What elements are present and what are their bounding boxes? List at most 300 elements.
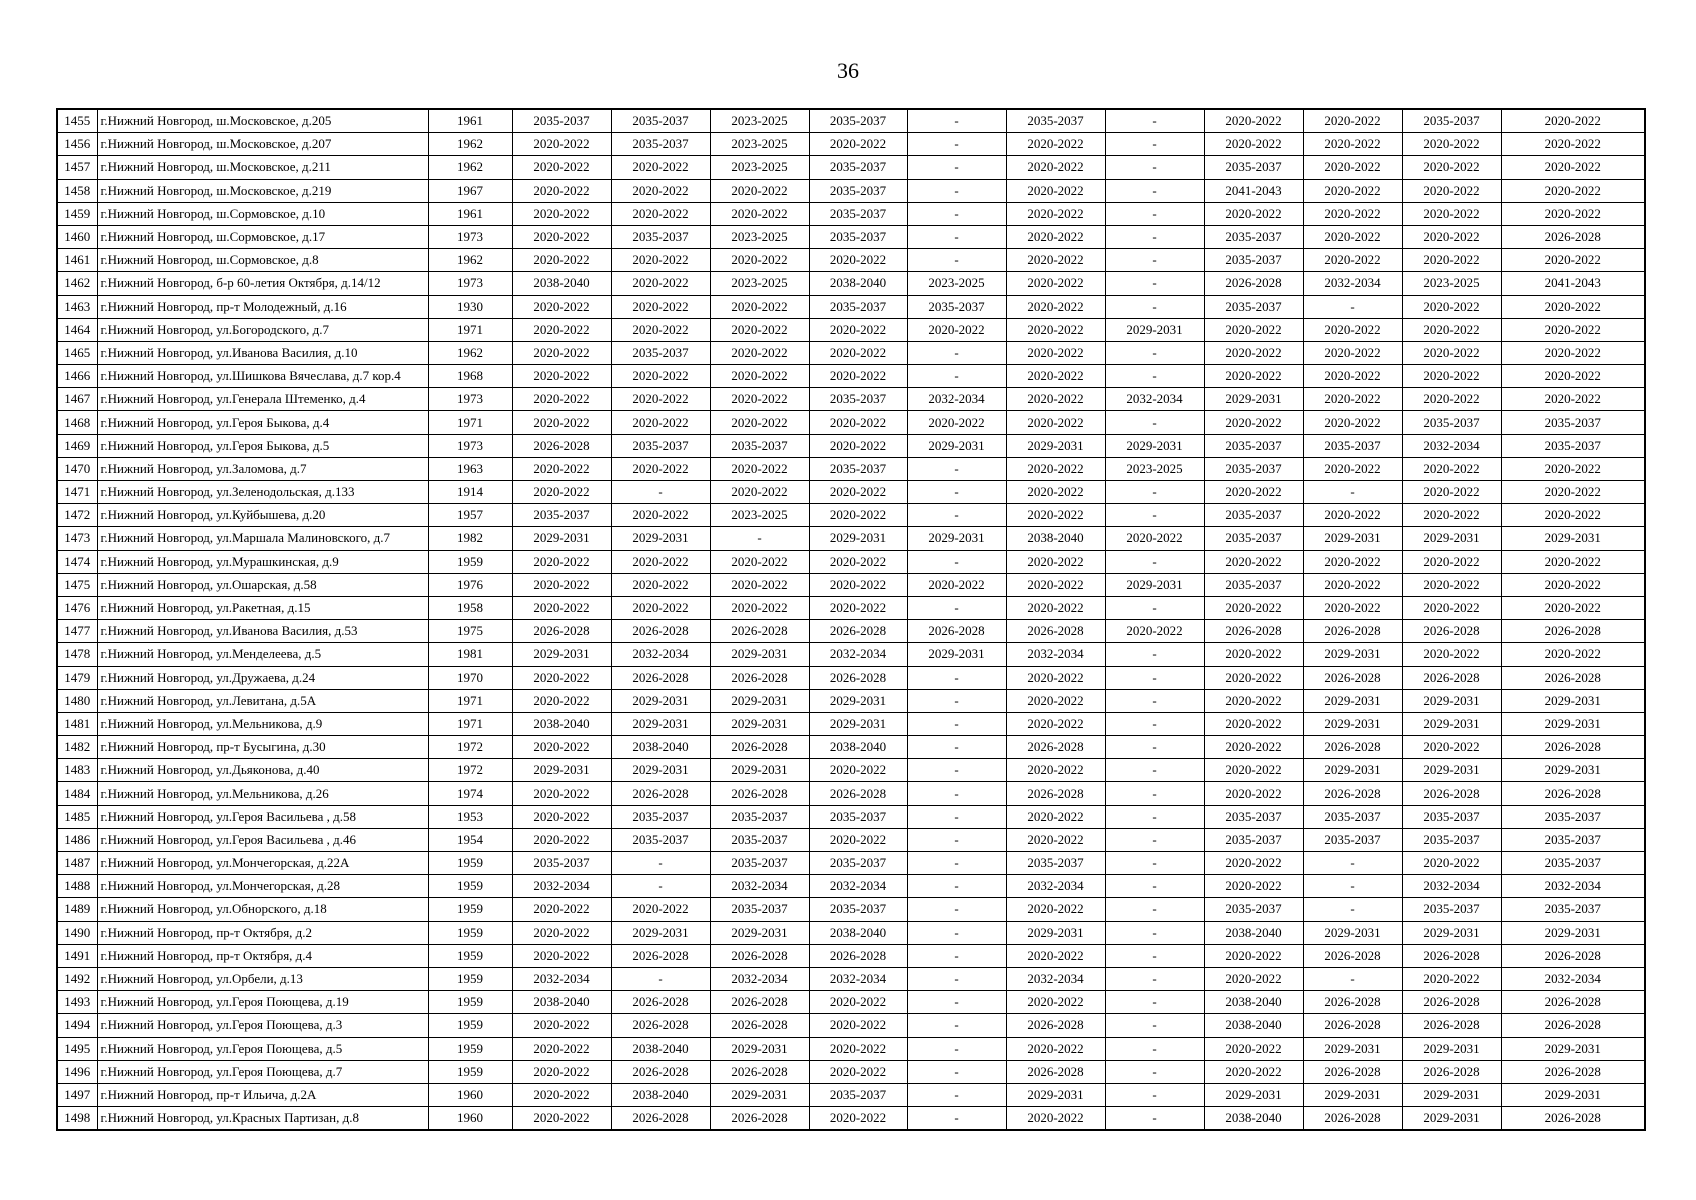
repair-period-3-cell: 2023-2025	[710, 133, 809, 156]
repair-period-11-cell: 2020-2022	[1501, 202, 1645, 225]
table-row	[57, 504, 1645, 527]
address-cell: г.Нижний Новгород, ул.Мурашкинская, д.9	[97, 550, 428, 573]
repair-period-9-cell: 2026-2028	[1303, 991, 1402, 1014]
repair-period-1-cell: 2020-2022	[512, 1083, 611, 1106]
repair-period-9-cell: 2029-2031	[1303, 1037, 1402, 1060]
repair-period-6-cell: 2020-2022	[1006, 666, 1105, 689]
repair-period-9-cell: -	[1303, 967, 1402, 990]
repair-period-10-cell: 2020-2022	[1402, 481, 1501, 504]
repair-period-7-cell: 2020-2022	[1105, 620, 1204, 643]
repair-period-9-cell: 2035-2037	[1303, 434, 1402, 457]
row-number-cell: 1493	[57, 991, 97, 1014]
table-row	[57, 411, 1645, 434]
repair-period-8-cell: 2035-2037	[1204, 504, 1303, 527]
repair-period-2-cell: 2035-2037	[611, 805, 710, 828]
row-number-cell: 1460	[57, 225, 97, 248]
address-cell: г.Нижний Новгород, ул.Героя Поющева, д.5	[97, 1037, 428, 1060]
repair-period-9-cell: 2026-2028	[1303, 620, 1402, 643]
address-cell: г.Нижний Новгород, пр-т Ильича, д.2А	[97, 1083, 428, 1106]
repair-period-6-cell: 2020-2022	[1006, 805, 1105, 828]
repair-period-2-cell: 2020-2022	[611, 365, 710, 388]
repair-period-5-cell: 2035-2037	[907, 295, 1006, 318]
repair-period-9-cell: 2020-2022	[1303, 573, 1402, 596]
repair-period-6-cell: 2032-2034	[1006, 643, 1105, 666]
build-year-cell: 1982	[428, 527, 512, 550]
repair-period-7-cell: -	[1105, 712, 1204, 735]
repair-period-8-cell: 2020-2022	[1204, 1060, 1303, 1083]
repair-period-1-cell: 2020-2022	[512, 782, 611, 805]
row-number-cell: 1497	[57, 1083, 97, 1106]
address-cell: г.Нижний Новгород, ул.Менделеева, д.5	[97, 643, 428, 666]
repair-period-2-cell: 2032-2034	[611, 643, 710, 666]
repair-period-11-cell: 2029-2031	[1501, 527, 1645, 550]
row-number-cell: 1491	[57, 944, 97, 967]
repair-period-4-cell: 2020-2022	[809, 1014, 907, 1037]
repair-period-6-cell: 2020-2022	[1006, 828, 1105, 851]
repair-period-11-cell: 2035-2037	[1501, 805, 1645, 828]
repair-period-11-cell: 2026-2028	[1501, 225, 1645, 248]
address-cell: г.Нижний Новгород, ул.Богородского, д.7	[97, 318, 428, 341]
repair-period-8-cell: 2035-2037	[1204, 527, 1303, 550]
repair-period-5-cell: -	[907, 202, 1006, 225]
repair-period-11-cell: 2035-2037	[1501, 828, 1645, 851]
address-cell: г.Нижний Новгород, ул.Мельникова, д.26	[97, 782, 428, 805]
repair-period-11-cell: 2020-2022	[1501, 133, 1645, 156]
build-year-cell: 1959	[428, 852, 512, 875]
repair-period-1-cell: 2020-2022	[512, 1060, 611, 1083]
repair-period-9-cell: 2035-2037	[1303, 805, 1402, 828]
repair-period-7-cell: -	[1105, 666, 1204, 689]
table-row	[57, 365, 1645, 388]
repair-period-8-cell: 2038-2040	[1204, 921, 1303, 944]
repair-period-8-cell: 2020-2022	[1204, 782, 1303, 805]
repair-period-3-cell: 2023-2025	[710, 109, 809, 133]
repair-period-4-cell: 2020-2022	[809, 1060, 907, 1083]
table-row	[57, 550, 1645, 573]
repair-period-1-cell: 2038-2040	[512, 712, 611, 735]
repair-period-3-cell: 2020-2022	[710, 573, 809, 596]
repair-period-10-cell: 2020-2022	[1402, 504, 1501, 527]
repair-period-11-cell: 2035-2037	[1501, 411, 1645, 434]
repair-period-10-cell: 2029-2031	[1402, 527, 1501, 550]
table-row	[57, 596, 1645, 619]
repair-period-1-cell: 2038-2040	[512, 272, 611, 295]
repair-period-10-cell: 2032-2034	[1402, 434, 1501, 457]
repair-period-7-cell: -	[1105, 921, 1204, 944]
build-year-cell: 1959	[428, 875, 512, 898]
repair-period-4-cell: 2032-2034	[809, 643, 907, 666]
repair-period-9-cell: 2020-2022	[1303, 202, 1402, 225]
repair-period-9-cell: 2035-2037	[1303, 828, 1402, 851]
repair-period-11-cell: 2026-2028	[1501, 1107, 1645, 1131]
repair-period-2-cell: 2020-2022	[611, 573, 710, 596]
repair-period-5-cell: -	[907, 1014, 1006, 1037]
repair-period-4-cell: 2035-2037	[809, 1083, 907, 1106]
repair-period-7-cell: -	[1105, 689, 1204, 712]
repair-period-2-cell: 2020-2022	[611, 504, 710, 527]
repair-period-9-cell: 2020-2022	[1303, 411, 1402, 434]
repair-period-10-cell: 2026-2028	[1402, 666, 1501, 689]
repair-period-8-cell: 2038-2040	[1204, 1107, 1303, 1131]
repair-period-4-cell: 2035-2037	[809, 156, 907, 179]
repair-period-1-cell: 2020-2022	[512, 225, 611, 248]
repair-period-11-cell: 2020-2022	[1501, 550, 1645, 573]
address-cell: г.Нижний Новгород, ул.Левитана, д.5А	[97, 689, 428, 712]
repair-period-8-cell: 2035-2037	[1204, 434, 1303, 457]
repair-period-9-cell: 2020-2022	[1303, 504, 1402, 527]
row-number-cell: 1457	[57, 156, 97, 179]
repair-period-5-cell: 2026-2028	[907, 620, 1006, 643]
repair-period-5-cell: -	[907, 921, 1006, 944]
repair-period-11-cell: 2020-2022	[1501, 573, 1645, 596]
repair-period-10-cell: 2020-2022	[1402, 341, 1501, 364]
build-year-cell: 1914	[428, 481, 512, 504]
repair-period-8-cell: 2035-2037	[1204, 295, 1303, 318]
repair-period-11-cell: 2026-2028	[1501, 991, 1645, 1014]
repair-period-4-cell: 2026-2028	[809, 620, 907, 643]
repair-period-4-cell: 2035-2037	[809, 295, 907, 318]
row-number-cell: 1470	[57, 457, 97, 480]
repair-period-9-cell: 2026-2028	[1303, 736, 1402, 759]
repair-period-3-cell: 2020-2022	[710, 596, 809, 619]
repair-period-3-cell: 2029-2031	[710, 1037, 809, 1060]
repair-period-5-cell: -	[907, 550, 1006, 573]
repair-period-1-cell: 2029-2031	[512, 527, 611, 550]
repair-period-5-cell: 2029-2031	[907, 643, 1006, 666]
build-year-cell: 1953	[428, 805, 512, 828]
repair-period-1-cell: 2020-2022	[512, 1107, 611, 1131]
repair-period-6-cell: 2020-2022	[1006, 318, 1105, 341]
row-number-cell: 1496	[57, 1060, 97, 1083]
repair-period-10-cell: 2020-2022	[1402, 967, 1501, 990]
repair-period-7-cell: -	[1105, 481, 1204, 504]
repair-period-11-cell: 2020-2022	[1501, 156, 1645, 179]
repair-period-4-cell: 2020-2022	[809, 1107, 907, 1131]
repair-period-9-cell: 2020-2022	[1303, 550, 1402, 573]
repair-period-2-cell: 2029-2031	[611, 712, 710, 735]
repair-period-2-cell: 2020-2022	[611, 318, 710, 341]
build-year-cell: 1962	[428, 156, 512, 179]
repair-period-7-cell: -	[1105, 341, 1204, 364]
repair-period-4-cell: 2020-2022	[809, 249, 907, 272]
repair-period-7-cell: -	[1105, 365, 1204, 388]
build-year-cell: 1959	[428, 1014, 512, 1037]
repair-period-6-cell: 2026-2028	[1006, 620, 1105, 643]
table-row	[57, 666, 1645, 689]
repair-period-6-cell: 2026-2028	[1006, 1060, 1105, 1083]
repair-period-1-cell: 2020-2022	[512, 805, 611, 828]
repair-period-1-cell: 2038-2040	[512, 991, 611, 1014]
repair-period-4-cell: 2035-2037	[809, 898, 907, 921]
build-year-cell: 1960	[428, 1107, 512, 1131]
address-cell: г.Нижний Новгород, ул.Ракетная, д.15	[97, 596, 428, 619]
repair-period-8-cell: 2020-2022	[1204, 643, 1303, 666]
repair-period-5-cell: -	[907, 991, 1006, 1014]
build-year-cell: 1972	[428, 759, 512, 782]
repair-period-1-cell: 2020-2022	[512, 318, 611, 341]
repair-period-7-cell: 2020-2022	[1105, 527, 1204, 550]
repair-period-7-cell: 2029-2031	[1105, 573, 1204, 596]
repair-period-4-cell: 2020-2022	[809, 596, 907, 619]
table-row	[57, 852, 1645, 875]
row-number-cell: 1455	[57, 109, 97, 133]
repair-period-7-cell: -	[1105, 875, 1204, 898]
repair-period-5-cell: -	[907, 249, 1006, 272]
repair-period-10-cell: 2020-2022	[1402, 596, 1501, 619]
table-row	[57, 620, 1645, 643]
repair-period-10-cell: 2029-2031	[1402, 1083, 1501, 1106]
repair-period-5-cell: -	[907, 225, 1006, 248]
build-year-cell: 1958	[428, 596, 512, 619]
repair-period-3-cell: 2029-2031	[710, 759, 809, 782]
repair-period-9-cell: 2020-2022	[1303, 388, 1402, 411]
address-cell: г.Нижний Новгород, ул.Дьяконова, д.40	[97, 759, 428, 782]
repair-period-7-cell: -	[1105, 643, 1204, 666]
row-number-cell: 1456	[57, 133, 97, 156]
repair-period-5-cell: 2020-2022	[907, 573, 1006, 596]
repair-period-4-cell: 2035-2037	[809, 388, 907, 411]
repair-period-11-cell: 2041-2043	[1501, 272, 1645, 295]
repair-period-2-cell: 2020-2022	[611, 295, 710, 318]
repair-period-5-cell: 2032-2034	[907, 388, 1006, 411]
repair-period-6-cell: 2020-2022	[1006, 202, 1105, 225]
repair-period-11-cell: 2020-2022	[1501, 295, 1645, 318]
row-number-cell: 1469	[57, 434, 97, 457]
build-year-cell: 1954	[428, 828, 512, 851]
repair-period-2-cell: 2026-2028	[611, 620, 710, 643]
repair-period-5-cell: -	[907, 712, 1006, 735]
repair-period-4-cell: 2020-2022	[809, 341, 907, 364]
repair-period-8-cell: 2020-2022	[1204, 596, 1303, 619]
repair-period-1-cell: 2020-2022	[512, 481, 611, 504]
repair-period-5-cell: -	[907, 109, 1006, 133]
row-number-cell: 1464	[57, 318, 97, 341]
build-year-cell: 1959	[428, 1037, 512, 1060]
build-year-cell: 1968	[428, 365, 512, 388]
repair-period-8-cell: 2020-2022	[1204, 365, 1303, 388]
repair-period-9-cell: 2029-2031	[1303, 921, 1402, 944]
repair-period-5-cell: -	[907, 782, 1006, 805]
row-number-cell: 1483	[57, 759, 97, 782]
repair-period-7-cell: -	[1105, 852, 1204, 875]
repair-period-9-cell: 2020-2022	[1303, 133, 1402, 156]
repair-period-1-cell: 2020-2022	[512, 295, 611, 318]
table-row	[57, 156, 1645, 179]
repair-period-3-cell: 2026-2028	[710, 944, 809, 967]
address-cell: г.Нижний Новгород, ш.Сормовское, д.8	[97, 249, 428, 272]
address-cell: г.Нижний Новгород, пр-т Октября, д.4	[97, 944, 428, 967]
table-row	[57, 967, 1645, 990]
repair-period-6-cell: 2026-2028	[1006, 782, 1105, 805]
repair-period-3-cell: 2023-2025	[710, 225, 809, 248]
repair-period-11-cell: 2020-2022	[1501, 504, 1645, 527]
repair-period-6-cell: 2026-2028	[1006, 736, 1105, 759]
repair-period-7-cell: -	[1105, 133, 1204, 156]
address-cell: г.Нижний Новгород, ш.Московское, д.219	[97, 179, 428, 202]
repair-period-1-cell: 2020-2022	[512, 666, 611, 689]
repair-period-4-cell: 2026-2028	[809, 944, 907, 967]
repair-period-1-cell: 2035-2037	[512, 109, 611, 133]
repair-period-3-cell: 2035-2037	[710, 828, 809, 851]
repair-period-5-cell: -	[907, 133, 1006, 156]
table-row	[57, 1107, 1645, 1131]
table-row	[57, 782, 1645, 805]
repair-period-3-cell: 2023-2025	[710, 156, 809, 179]
row-number-cell: 1494	[57, 1014, 97, 1037]
repair-period-5-cell: -	[907, 504, 1006, 527]
repair-period-11-cell: 2029-2031	[1501, 1037, 1645, 1060]
repair-period-7-cell: -	[1105, 736, 1204, 759]
repair-period-5-cell: -	[907, 341, 1006, 364]
repair-period-4-cell: 2035-2037	[809, 805, 907, 828]
repair-period-3-cell: 2020-2022	[710, 295, 809, 318]
build-year-cell: 1961	[428, 109, 512, 133]
repair-period-7-cell: 2023-2025	[1105, 457, 1204, 480]
address-cell: г.Нижний Новгород, ш.Московское, д.205	[97, 109, 428, 133]
repair-period-8-cell: 2020-2022	[1204, 133, 1303, 156]
build-year-cell: 1962	[428, 133, 512, 156]
repair-period-9-cell: 2029-2031	[1303, 643, 1402, 666]
repair-period-1-cell: 2020-2022	[512, 828, 611, 851]
row-number-cell: 1472	[57, 504, 97, 527]
build-year-cell: 1974	[428, 782, 512, 805]
repair-period-5-cell: -	[907, 596, 1006, 619]
repair-period-10-cell: 2032-2034	[1402, 875, 1501, 898]
repair-period-4-cell: 2035-2037	[809, 202, 907, 225]
repair-period-3-cell: 2020-2022	[710, 249, 809, 272]
repair-period-7-cell: 2029-2031	[1105, 434, 1204, 457]
repair-period-8-cell: 2020-2022	[1204, 341, 1303, 364]
repair-period-5-cell: -	[907, 365, 1006, 388]
address-cell: г.Нижний Новгород, ул.Красных Партизан, д.8	[97, 1107, 428, 1131]
row-number-cell: 1495	[57, 1037, 97, 1060]
repair-period-9-cell: 2020-2022	[1303, 365, 1402, 388]
repair-period-8-cell: 2026-2028	[1204, 272, 1303, 295]
repair-period-7-cell: -	[1105, 782, 1204, 805]
repair-period-11-cell: 2020-2022	[1501, 179, 1645, 202]
repair-period-2-cell: 2035-2037	[611, 341, 710, 364]
table-row	[57, 249, 1645, 272]
repair-period-6-cell: 2020-2022	[1006, 457, 1105, 480]
repair-period-6-cell: 2020-2022	[1006, 759, 1105, 782]
repair-period-8-cell: 2038-2040	[1204, 1014, 1303, 1037]
build-year-cell: 1971	[428, 712, 512, 735]
repair-period-9-cell: 2026-2028	[1303, 1060, 1402, 1083]
build-year-cell: 1971	[428, 318, 512, 341]
table-row	[57, 388, 1645, 411]
repair-period-10-cell: 2020-2022	[1402, 225, 1501, 248]
repair-period-9-cell: 2026-2028	[1303, 1014, 1402, 1037]
repair-period-2-cell: 2026-2028	[611, 1014, 710, 1037]
repair-period-3-cell: 2020-2022	[710, 550, 809, 573]
repair-period-10-cell: 2026-2028	[1402, 620, 1501, 643]
repair-period-7-cell: -	[1105, 411, 1204, 434]
repair-period-10-cell: 2026-2028	[1402, 991, 1501, 1014]
table-row	[57, 1037, 1645, 1060]
repair-period-7-cell: -	[1105, 179, 1204, 202]
address-cell: г.Нижний Новгород, ул.Героя Поющева, д.7	[97, 1060, 428, 1083]
repair-period-7-cell: -	[1105, 991, 1204, 1014]
build-year-cell: 1976	[428, 573, 512, 596]
repair-period-6-cell: 2020-2022	[1006, 156, 1105, 179]
repair-period-8-cell: 2035-2037	[1204, 828, 1303, 851]
repair-period-10-cell: 2035-2037	[1402, 898, 1501, 921]
repair-period-8-cell: 2020-2022	[1204, 736, 1303, 759]
address-cell: г.Нижний Новгород, ш.Сормовское, д.10	[97, 202, 428, 225]
repair-period-3-cell: 2029-2031	[710, 1083, 809, 1106]
row-number-cell: 1484	[57, 782, 97, 805]
repair-period-3-cell: 2035-2037	[710, 852, 809, 875]
repair-period-11-cell: 2035-2037	[1501, 898, 1645, 921]
row-number-cell: 1462	[57, 272, 97, 295]
repair-period-10-cell: 2020-2022	[1402, 852, 1501, 875]
repair-period-1-cell: 2032-2034	[512, 875, 611, 898]
table-row	[57, 805, 1645, 828]
table-row	[57, 202, 1645, 225]
address-cell: г.Нижний Новгород, ш.Сормовское, д.17	[97, 225, 428, 248]
address-cell: г.Нижний Новгород, ул.Маршала Малиновского, д.7	[97, 527, 428, 550]
repair-period-7-cell: -	[1105, 550, 1204, 573]
repair-period-7-cell: -	[1105, 225, 1204, 248]
row-number-cell: 1478	[57, 643, 97, 666]
row-number-cell: 1479	[57, 666, 97, 689]
repair-period-7-cell: -	[1105, 156, 1204, 179]
row-number-cell: 1474	[57, 550, 97, 573]
repair-period-9-cell: -	[1303, 898, 1402, 921]
repair-period-2-cell: 2020-2022	[611, 156, 710, 179]
repair-period-1-cell: 2020-2022	[512, 921, 611, 944]
repair-period-10-cell: 2020-2022	[1402, 202, 1501, 225]
row-number-cell: 1463	[57, 295, 97, 318]
repair-period-11-cell: 2029-2031	[1501, 921, 1645, 944]
repair-period-6-cell: 2020-2022	[1006, 225, 1105, 248]
repair-period-11-cell: 2026-2028	[1501, 1060, 1645, 1083]
repair-period-5-cell: -	[907, 1037, 1006, 1060]
repair-period-3-cell: 2020-2022	[710, 411, 809, 434]
repair-period-10-cell: 2026-2028	[1402, 782, 1501, 805]
address-cell: г.Нижний Новгород, ш.Московское, д.207	[97, 133, 428, 156]
repair-period-6-cell: 2020-2022	[1006, 944, 1105, 967]
repair-period-2-cell: -	[611, 852, 710, 875]
repair-period-2-cell: 2026-2028	[611, 1060, 710, 1083]
repair-period-7-cell: 2029-2031	[1105, 318, 1204, 341]
repair-period-2-cell: 2035-2037	[611, 133, 710, 156]
repair-period-11-cell: 2020-2022	[1501, 457, 1645, 480]
repair-period-4-cell: 2035-2037	[809, 225, 907, 248]
repair-period-10-cell: 2035-2037	[1402, 411, 1501, 434]
repair-period-2-cell: -	[611, 967, 710, 990]
repair-period-3-cell: 2026-2028	[710, 1014, 809, 1037]
repair-period-8-cell: 2020-2022	[1204, 411, 1303, 434]
repair-period-4-cell: 2026-2028	[809, 782, 907, 805]
address-cell: г.Нижний Новгород, пр-т Октября, д.2	[97, 921, 428, 944]
repair-period-10-cell: 2020-2022	[1402, 295, 1501, 318]
repair-period-11-cell: 2026-2028	[1501, 666, 1645, 689]
repair-period-4-cell: 2026-2028	[809, 666, 907, 689]
repair-period-7-cell: -	[1105, 272, 1204, 295]
repair-period-4-cell: 2020-2022	[809, 828, 907, 851]
repair-period-7-cell: -	[1105, 828, 1204, 851]
repair-period-9-cell: 2029-2031	[1303, 1083, 1402, 1106]
repair-period-10-cell: 2020-2022	[1402, 388, 1501, 411]
repair-period-8-cell: 2020-2022	[1204, 202, 1303, 225]
repair-period-1-cell: 2035-2037	[512, 504, 611, 527]
repair-period-6-cell: 2020-2022	[1006, 272, 1105, 295]
repair-period-6-cell: 2029-2031	[1006, 921, 1105, 944]
repair-period-4-cell: 2038-2040	[809, 272, 907, 295]
address-cell: г.Нижний Новгород, ул.Мельникова, д.9	[97, 712, 428, 735]
repair-period-11-cell: 2029-2031	[1501, 689, 1645, 712]
